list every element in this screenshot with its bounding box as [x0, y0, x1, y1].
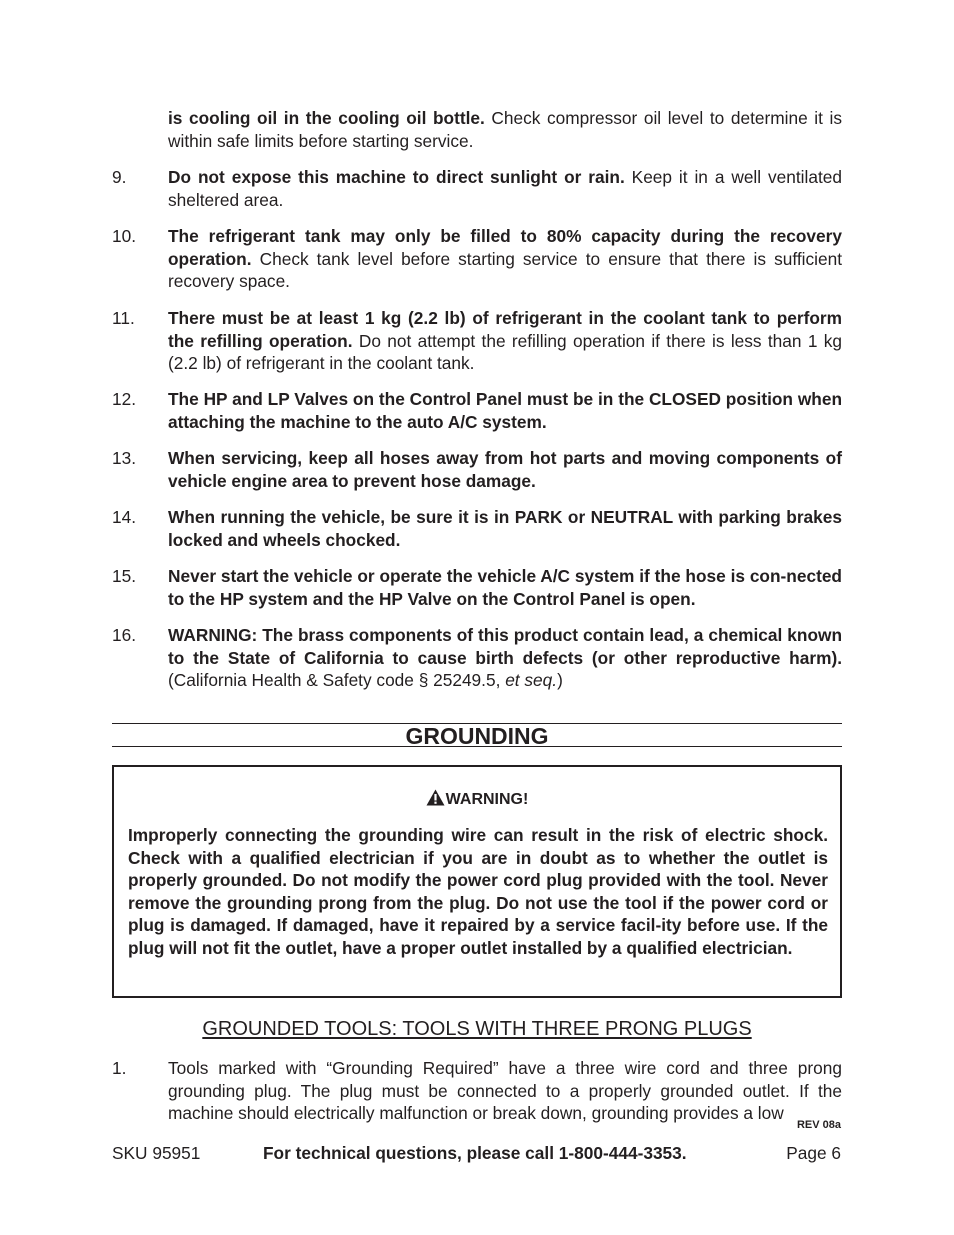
footer-phone-note: For technical questions, please call 1-800-444-3353. — [263, 1143, 687, 1163]
intro-text: Check compressor oil level to determine it is within safe limits before starting service. — [168, 108, 842, 151]
item-number: 1. — [112, 1058, 127, 1078]
list-item — [112, 225, 842, 293]
item-bold: When servicing, keep all hoses away from hot parts and moving components of vehicle engine area to prevent hose damage. — [168, 448, 842, 491]
intro-paragraph — [168, 107, 842, 152]
item-number: 16. — [112, 625, 137, 645]
item-bold: Never start the vehicle or operate the vehicle A/C system if the hose is con-nected to the HP system and the HP Valve on the Control Panel is open. — [168, 566, 842, 609]
item-bold: When running the vehicle, be sure it is in PARK or NEUTRAL with parking brakes locked and wheels chocked. — [168, 507, 842, 550]
list-item — [112, 624, 842, 692]
footer-page-number: Page 6 — [786, 1143, 841, 1163]
item-text: Tools marked with “Grounding Required” have a three wire cord and three prong grounding plug. The plug must be connected to a properly grounded outlet. If the machine should electrically malfunction or break down, grounding provides a low — [168, 1058, 842, 1123]
warning-box — [112, 765, 842, 998]
section-title: GROUNDING — [405, 723, 549, 749]
warning-triangle-icon — [426, 789, 445, 806]
subsection-title-text: GROUNDED TOOLS: TOOLS WITH THREE PRONG PLUGS — [202, 1018, 752, 1040]
item-text: (California Health & Safety code § 25249.5, — [168, 670, 506, 690]
item-bold: Do not expose this machine to direct sunlight or rain. — [168, 167, 625, 187]
list-item — [112, 447, 842, 492]
item-tail: ) — [557, 670, 563, 690]
item-number: 10. — [112, 226, 137, 246]
item-bold: The refrigerant tank may only be filled to 80% capacity during the recovery operation. — [168, 226, 842, 269]
list-item — [112, 565, 842, 610]
item-number: 15. — [112, 566, 137, 586]
subsection-title — [112, 1016, 842, 1042]
list-item — [112, 307, 842, 375]
list-item — [112, 166, 842, 211]
item-text: Do not attempt the refilling operation if there is less than 1 kg (2.2 lb) of refrigerant in the coolant tank. — [168, 330, 843, 373]
item-number: 12. — [112, 389, 137, 409]
warning-label: WARNING! — [445, 791, 529, 808]
item-bold: There must be at least 1 kg (2.2 lb) of refrigerant in the coolant tank to perform the refilling operation. — [168, 308, 842, 351]
item-number: 9. — [112, 167, 127, 187]
item-bold: WARNING: The brass components of this product contain lead, a chemical known to the State of California to cause birth defects (or other reproductive harm). — [168, 625, 842, 668]
warning-text: Improperly connecting the grounding wire can result in the risk of electric shock. Check with a qualified electrician if you are in doubt as to whether the outlet is properly grounded. Do not modify the power cord plug provided with the tool. Never remove the grounding prong from the plug. Do not use the tool if the power cord or plug is damaged. If damaged, have it repaired by a service facil-ity before use. If the plug will not fit the outlet, have a proper outlet installed by a qualified electrician. — [128, 825, 828, 958]
item-number: 14. — [112, 507, 137, 527]
list-item — [112, 1057, 842, 1125]
item-text: Check tank level before starting service to ensure that there is sufficient recovery space. — [168, 248, 842, 291]
item-bold: The HP and LP Valves on the Control Panel must be in the CLOSED position when attaching the machine to the auto A/C system. — [168, 389, 842, 432]
item-number: 13. — [112, 448, 137, 468]
item-italic: et seq. — [505, 670, 558, 690]
item-number: 11. — [112, 308, 135, 328]
intro-bold: is cooling oil in the cooling oil bottle. — [168, 108, 485, 128]
warning-header — [114, 789, 840, 810]
footer-sku: SKU 95951 — [112, 1143, 201, 1163]
list-item — [112, 388, 842, 433]
revision-label: REV 08a — [796, 1119, 841, 1131]
section-rule-bottom — [112, 746, 842, 747]
item-text: Keep it in a well ventilated sheltered area. — [168, 167, 842, 210]
list-item — [112, 506, 842, 551]
